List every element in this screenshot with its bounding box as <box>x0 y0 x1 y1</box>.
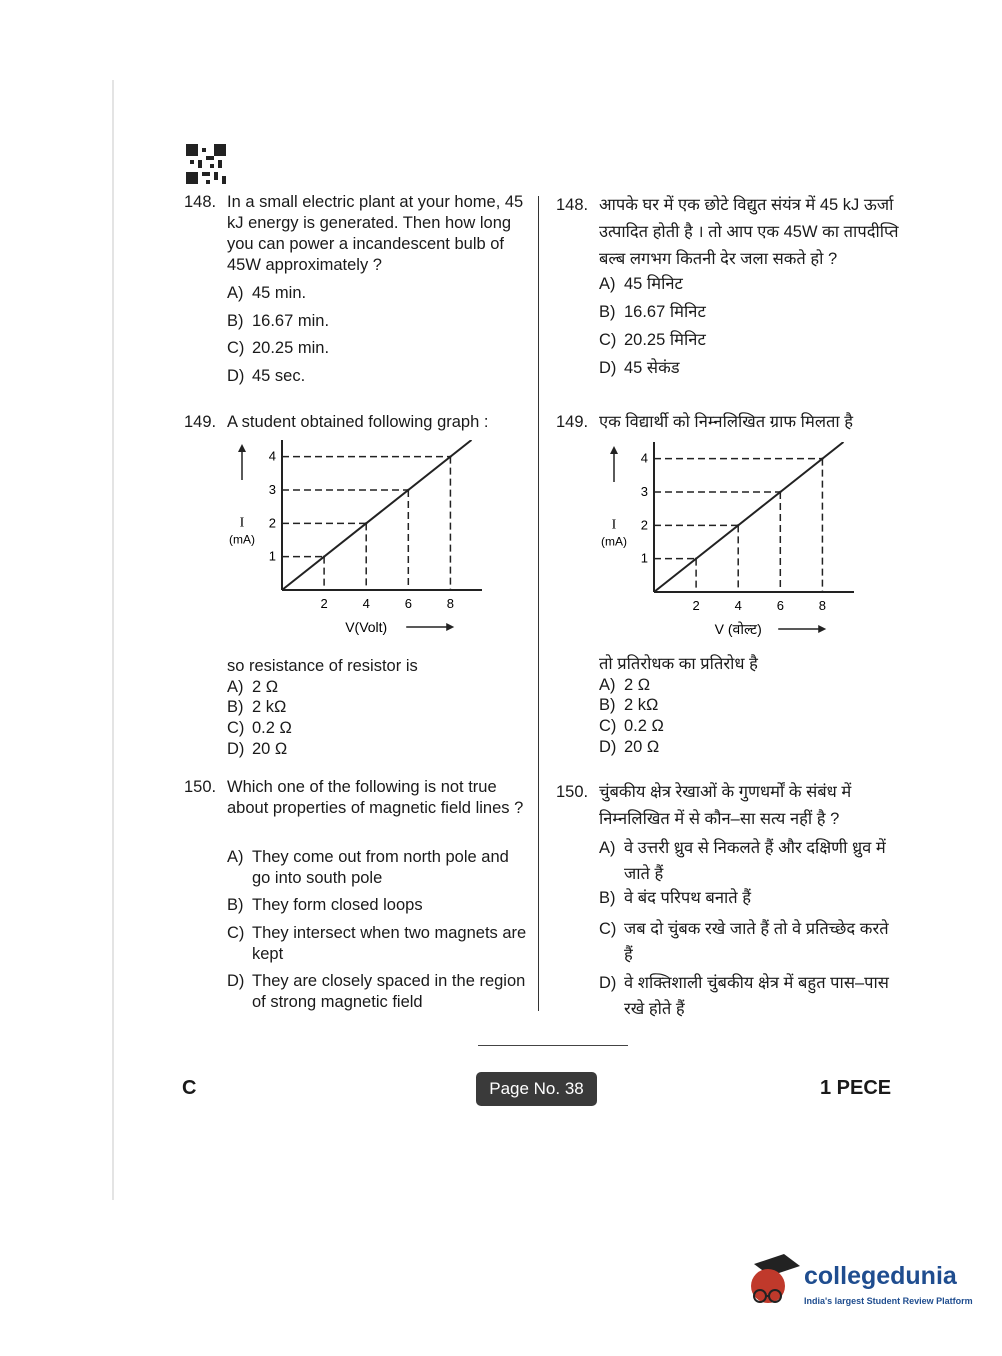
y-tick-label: 3 <box>268 482 276 497</box>
option-d: D) वे शक्तिशाली चुंबकीय क्षेत्र में बहुत पास–पास रखे होते हैं <box>599 974 889 1018</box>
x-tick-label: 2 <box>320 596 328 611</box>
question-text: A student obtained following graph : <box>227 413 489 431</box>
vi-graph-english <box>224 440 494 650</box>
y-tick-label: 1 <box>640 550 648 566</box>
page-number: Page No. 38 <box>476 1072 597 1106</box>
data-point <box>695 557 697 559</box>
data-point <box>365 522 367 524</box>
x-tick-label: 6 <box>776 598 784 613</box>
x-tick-label: 6 <box>404 596 412 611</box>
x-axis-arrow-icon <box>446 623 454 631</box>
x-tick-label: 8 <box>446 596 455 611</box>
y-axis-unit: (mA) <box>229 532 255 547</box>
option-c: C) 20.25 मिनिट <box>599 331 706 349</box>
logo-wordmark: collegedunia <box>804 1262 957 1290</box>
x-tick-label: 4 <box>734 598 742 613</box>
y-axis-label: I <box>611 517 617 533</box>
qr-code-icon <box>186 144 226 184</box>
question-text: In a small electric plant at your home, 45 kJ energy is generated. Then how long you can power a incandescent bulb of 45W approximately ? <box>227 193 524 274</box>
x-tick-label: 2 <box>692 598 700 613</box>
option-b: B) 2 kΩ <box>599 696 659 714</box>
data-point <box>407 489 409 491</box>
y-axis-unit: (mA) <box>601 534 627 549</box>
option-d: D) 45 sec. <box>227 367 306 385</box>
option-b: B) 16.67 मिनिट <box>599 303 706 321</box>
option-d: D) 20 Ω <box>599 738 660 756</box>
option-a: A) 45 मिनिट <box>599 275 683 293</box>
series-line <box>654 442 843 592</box>
option-c: C) 0.2 Ω <box>227 719 292 737</box>
y-axis-arrow-icon <box>238 444 246 452</box>
question-text: एक विद्यार्थी को निम्नलिखित ग्राफ मिलता है <box>599 413 854 431</box>
x-axis-label: V(Volt) <box>345 619 388 635</box>
y-axis-arrow-icon <box>610 446 618 454</box>
page-edge <box>112 80 114 1200</box>
question-text: चुंबकीय क्षेत्र रेखाओं के गुणधर्मों के संबंध में निम्नलिखित में से कौन–सा सत्य नहीं है ? <box>599 783 852 828</box>
question-number: 148. <box>556 196 589 214</box>
x-axis-arrow-icon <box>818 625 826 633</box>
option-b: B) वे बंद परिपथ बनाते हैं <box>599 889 752 907</box>
option-c: C) 20.25 min. <box>227 339 330 357</box>
data-point <box>737 524 739 526</box>
option-b: B) 16.67 min. <box>227 312 330 330</box>
collegedunia-logo <box>744 1250 974 1320</box>
x-tick-label: 4 <box>362 596 370 611</box>
logo-tagline: India's largest Student Review Platform <box>804 1296 973 1306</box>
y-tick-label: 2 <box>640 517 648 533</box>
option-a: A) They come out from north pole and go into south pole <box>227 848 509 887</box>
paper-code: 1 PECE <box>820 1077 892 1099</box>
data-point <box>323 555 325 557</box>
series-line <box>282 440 471 590</box>
resistance-prompt: तो प्रतिरोधक का प्रतिरोध है <box>599 655 758 673</box>
question-number: 148. <box>184 193 217 211</box>
option-d: D) They are closely spaced in the region of strong magnetic field <box>227 972 526 1011</box>
column-divider <box>538 196 539 1011</box>
signature-line <box>478 1045 628 1046</box>
option-b: B) They form closed loops <box>227 896 423 914</box>
question-number: 150. <box>184 778 217 796</box>
vi-graph-hindi <box>596 442 876 652</box>
question-text: आपके घर में एक छोटे विद्युत संयंत्र में 45 kJ ऊर्जा उत्पादित होती है । तो आप एक 45W का तापदीप्ति बल्ब लगभग कितनी देर जला सकते हो ? <box>599 196 899 268</box>
y-tick-label: 4 <box>268 448 276 464</box>
option-a: A) वे उत्तरी ध्रुव से निकलते हैं और दक्षिणी ध्रुव में जाते हैं <box>599 839 886 883</box>
option-a: A) 45 min. <box>227 284 307 302</box>
question-number: 150. <box>556 783 589 801</box>
option-a: A) 2 Ω <box>227 678 279 696</box>
y-tick-label: 4 <box>640 450 648 466</box>
y-tick-label: 3 <box>640 484 648 499</box>
y-axis-label: I <box>239 515 245 531</box>
resistance-prompt: so resistance of resistor is <box>227 657 418 675</box>
data-point <box>449 455 451 457</box>
option-c: C) 0.2 Ω <box>599 717 664 735</box>
booklet-set: C <box>182 1077 197 1099</box>
option-b: B) 2 kΩ <box>227 698 287 716</box>
x-axis-label: V (वोल्ट) <box>714 621 762 637</box>
x-tick-label: 8 <box>818 598 827 613</box>
option-d: D) 45 सेकंड <box>599 359 680 377</box>
question-text: Which one of the following is not true about properties of magnetic field lines ? <box>227 778 524 817</box>
mascot-icon <box>744 1250 802 1320</box>
data-point <box>821 457 823 459</box>
option-c: C) They intersect when two magnets are kept <box>227 924 527 963</box>
data-point <box>779 491 781 493</box>
option-a: A) 2 Ω <box>599 676 651 694</box>
y-tick-label: 1 <box>268 548 276 564</box>
option-d: D) 20 Ω <box>227 740 288 758</box>
question-number: 149. <box>184 413 217 431</box>
question-number: 149. <box>556 413 589 431</box>
y-tick-label: 2 <box>268 515 276 531</box>
option-c: C) जब दो चुंबक रखे जाते हैं तो वे प्रतिच्छेद करते हैं <box>599 920 889 964</box>
